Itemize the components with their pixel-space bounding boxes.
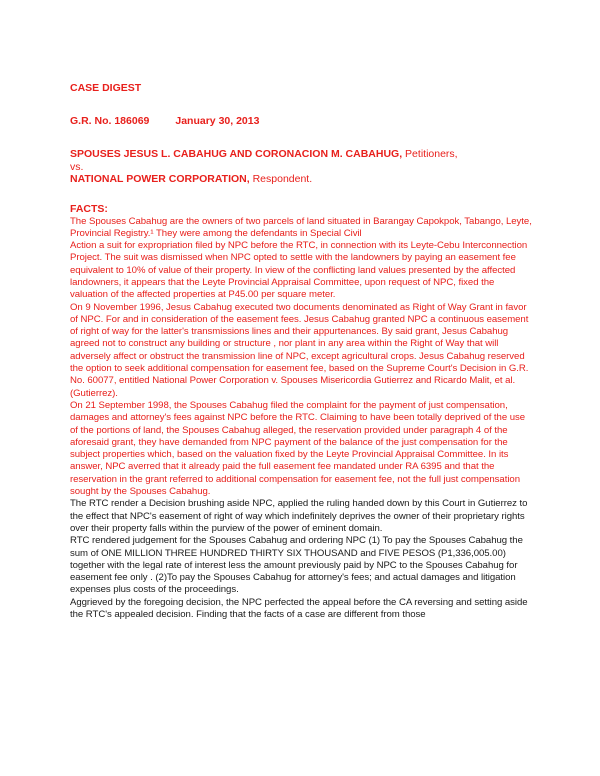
facts-heading: FACTS: — [70, 202, 108, 215]
respondent-role: Respondent. — [249, 173, 313, 185]
respondent-line — [70, 173, 532, 186]
facts-paragraph-3: On 9 November 1996, Jesus Cabahug executed two documents denominated as Right of Way Grant in favor of NPC. For and in consideration of the easement fees. Jesus Cabahug granted NPC a continuous easement of right of way for the latter's transmissions lines and their appurtenances. By said grant, Jesus Cabahug agreed not to construct any building or structure , nor plant in any area within the Right of Way that will adversely affect or obstruct the transmission line of NPC, except agricultural crops. Jesus Cabahug reserved the option to seek additional compensation for easement fee, based on the Supreme Court's Decision in G.R. No. 60077, entitled National Power Corporation v. Spouses Misericordia Gutierrez and Ricardo Malit, et al. (Gutierrez). — [70, 301, 529, 399]
petitioners-name: SPOUSES JESUS L. CABAHUG AND CORONACION M. CABAHUG, — [70, 148, 403, 160]
document-page — [70, 82, 532, 621]
respondent-name: NATIONAL POWER CORPORATION, — [70, 173, 250, 185]
facts-paragraph-7: Aggrieved by the foregoing decision, the NPC perfected the appeal before the CA reversing and setting aside the RTC's appealed decision. Finding that the facts of a case are different from those — [70, 596, 528, 620]
facts-paragraph-2: Action a suit for expropriation filed by NPC before the RTC, in connection with its Leyte-Cebu Interconnection Project. The suit was dismissed when NPC opted to settle with the landowners by paying an easement fee equivalent to 10% of value of their property. In view of the conflicting land values presented by the affected landowners, it appears that the Leyte Provincial Appraisal Committee, upon request of NPC, fixed the valuation of the affected properties at P45.00 per square meter. — [70, 240, 528, 301]
facts-paragraph-5: The RTC render a Decision brushing aside NPC, applied the ruling handed down by this Court in Gutierrez to the effect that NPC's easement of right of way which indefinitely deprives the owner of their proprietary rights over their property falls within the purview of the power of eminent domain. — [70, 498, 528, 534]
facts-paragraph-1: The Spouses Cabahug are the owners of two parcels of land situated in Barangay Capokpok, Tabango, Leyte, Provincial Registry.¹ They were among the defendants in Special Civil — [70, 215, 532, 239]
gr-number: G.R. No. 186069 — [70, 115, 150, 127]
case-parties — [70, 148, 532, 186]
document-title: CASE DIGEST — [70, 82, 142, 94]
petitioners-line — [70, 148, 532, 161]
versus-label: vs. — [70, 160, 84, 173]
facts-paragraph-4: On 21 September 1998, the Spouses Cabahug filed the complaint for the payment of just compensation, damages and attorney's fees against NPC before the RTC. Claiming to have been totally deprived of the use of the portions of land, the Spouses Cabahug alleged, the reservation provided under paragraph 4 of the aforesaid grant, they have demanded from NPC payment of the balance of the just compensation for the subject properties which, based on the valuation fixed by the Leyte Provincial Appraisal Committee. In its answer, NPC averred that it already paid the full easement fee mandated under RA 6395 and that the reservation in the grant referred to additional compensation for easement fee, not the full just compensation sought by the Spouses Cabahug. — [70, 399, 526, 498]
decision-date: January 30, 2013 — [175, 115, 260, 127]
petitioners-role: Petitioners, — [402, 148, 458, 160]
facts-paragraph-6: RTC rendered judgement for the Spouses Cabahug and ordering NPC (1) To pay the Spouses Cabahug the sum of ONE MILLION THREE HUNDRED THIRTY SIX THOUSAND and FIVE PESOS (P1,336,005.00) together with the legal rate of interest less the amount previously paid by NPC to the Spouses Cabahug for easement fee only . (2)To pay the Spouses Cabahug for attorney's fees; and actual damages and litigation expenses plus costs of the proceedings. — [70, 535, 523, 596]
case-reference-line — [70, 115, 532, 128]
